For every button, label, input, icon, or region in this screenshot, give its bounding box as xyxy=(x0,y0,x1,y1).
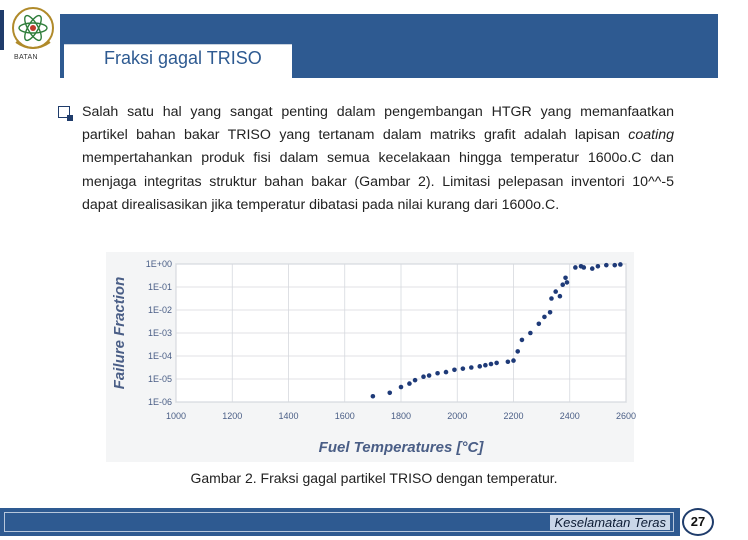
data-point xyxy=(596,264,601,269)
data-point xyxy=(421,374,426,379)
failure-fraction-chart xyxy=(106,252,637,462)
slide-title: Fraksi gagal TRISO xyxy=(104,48,262,68)
data-point xyxy=(515,349,520,354)
data-point xyxy=(563,276,568,281)
left-accent-bar xyxy=(0,10,4,50)
data-point xyxy=(506,359,511,364)
footer-label: Keselamatan Teras xyxy=(550,515,670,530)
data-point xyxy=(548,310,553,315)
x-tick-label: 2600 xyxy=(615,411,637,421)
x-tick-label: 2200 xyxy=(503,411,524,421)
data-point xyxy=(444,370,449,375)
data-point xyxy=(560,282,565,287)
x-tick-label: 1600 xyxy=(334,411,355,421)
y-tick-label: 1E-04 xyxy=(147,351,172,361)
data-point xyxy=(469,365,474,370)
logo-text: BATAN xyxy=(14,54,38,61)
x-axis-title: Fuel Temperatures [°C] xyxy=(318,439,484,456)
page-number: 27 xyxy=(682,508,714,536)
figure-caption: Gambar 2. Fraksi gagal partikel TRISO dengan temperatur. xyxy=(190,470,558,486)
data-point xyxy=(477,364,482,369)
data-point xyxy=(483,363,488,368)
data-point xyxy=(565,280,570,285)
x-tick-label: 1400 xyxy=(278,411,299,421)
y-tick-label: 1E-06 xyxy=(147,397,172,407)
data-point xyxy=(537,322,542,327)
data-point xyxy=(582,265,587,270)
data-point xyxy=(604,263,609,268)
data-point xyxy=(573,265,578,270)
data-point xyxy=(553,289,558,294)
data-point xyxy=(387,391,392,396)
data-point xyxy=(528,331,533,336)
data-point xyxy=(549,296,554,301)
data-point xyxy=(618,262,623,267)
data-point xyxy=(435,371,440,376)
x-tick-label: 1200 xyxy=(222,411,243,421)
data-point xyxy=(371,394,376,399)
data-point xyxy=(542,315,547,320)
body-paragraph: Salah satu hal yang sangat penting dalam pengembangan HTGR yang memanfaatkan partikel bahan bakar TRISO yang tertanam dalam matriks grafit adalah lapisan coating mempertahankan produk fisi dalam semua kecelakaan hingga temperatur 1600o.C dan menjaga integritas struktur bahan bakar (Gambar 2). Limitasi pelepasan inventori 10^^-5 dapat direalisasikan jika temperatur dibatasi pada nilai kurang dari 1600o.C. xyxy=(82,104,674,213)
data-point xyxy=(558,294,563,299)
y-tick-label: 1E-01 xyxy=(147,282,172,292)
data-point xyxy=(427,373,432,378)
data-point xyxy=(590,266,595,271)
y-tick-label: 1E+00 xyxy=(145,259,172,269)
x-tick-label: 2400 xyxy=(559,411,580,421)
data-point xyxy=(612,263,617,268)
x-tick-label: 1800 xyxy=(390,411,412,421)
data-point xyxy=(407,381,412,386)
y-tick-label: 1E-05 xyxy=(147,374,172,384)
data-point xyxy=(461,366,466,371)
data-point xyxy=(489,362,494,367)
data-point xyxy=(520,338,525,343)
checkbox-bullet-icon xyxy=(58,106,70,118)
x-tick-label: 2000 xyxy=(447,411,468,421)
data-point xyxy=(399,385,404,390)
data-point xyxy=(494,361,499,366)
data-point xyxy=(452,368,457,373)
y-tick-label: 1E-02 xyxy=(147,305,172,315)
data-point xyxy=(413,378,418,383)
y-tick-label: 1E-03 xyxy=(147,328,172,338)
x-tick-label: 1000 xyxy=(165,411,187,421)
data-point xyxy=(511,358,516,363)
y-axis-title: Failure Fraction xyxy=(111,276,128,390)
